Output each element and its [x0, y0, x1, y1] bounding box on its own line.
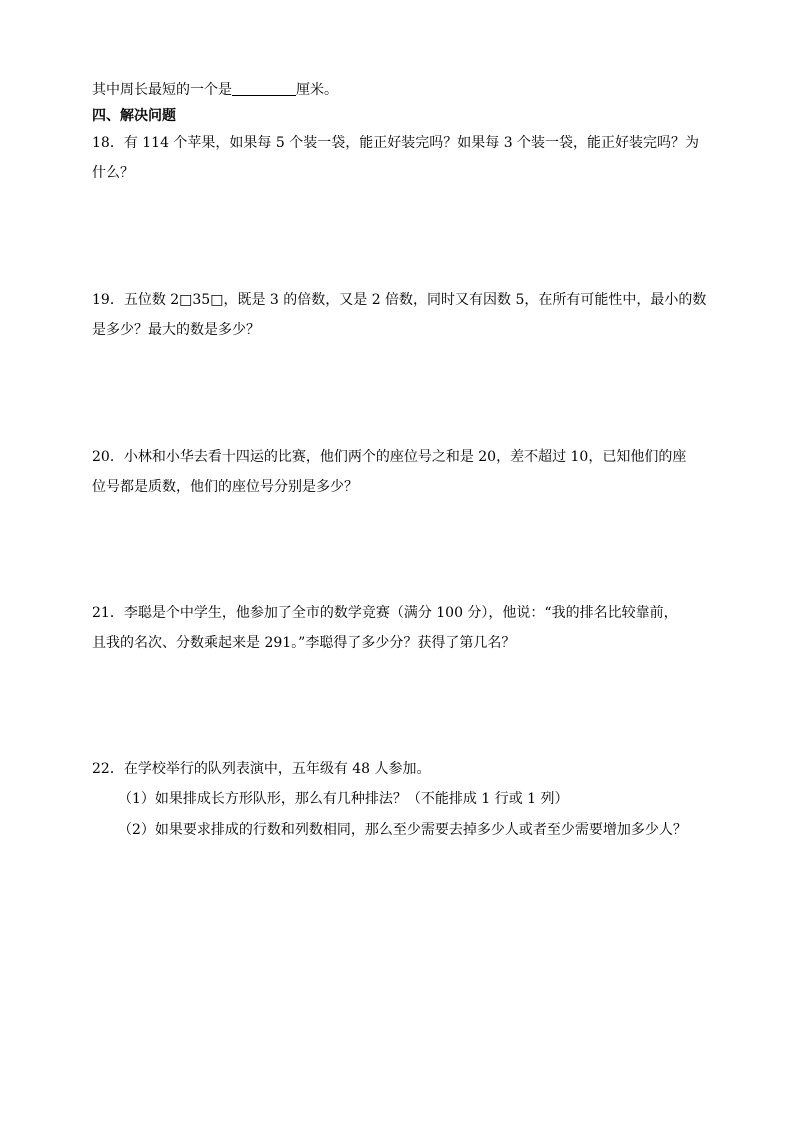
- intro-text-before: 其中周长最短的一个是: [92, 82, 232, 98]
- answer-blank: [232, 81, 296, 96]
- question-19-line-2: 是多少？最大的数是多少？: [92, 322, 260, 338]
- question-21-line-2: 且我的名次、分数乘起来是 291。”李聪得了多少分？获得了第几名？: [92, 635, 516, 651]
- question-19-line-1: 19．五位数 2□35□，既是 3 的倍数，又是 2 倍数，同时又有因数 5，在所有可能性中，最小的数: [92, 292, 707, 308]
- question-20-line-1: 20．小林和小华去看十四运的比赛，他们两个的座位号之和是 20，差不超过 10，已知他们的座: [92, 449, 687, 465]
- question-20-line-2: 位号都是质数，他们的座位号分别是多少？: [92, 479, 358, 495]
- intro-line: [92, 80, 338, 100]
- section-title: 四、解决问题: [92, 108, 176, 124]
- question-22-sub-1: （1）如果排成长方形队形，那么有几种排法？（不能排成 1 行或 1 列）: [118, 791, 569, 807]
- question-18-line-1: 18．有 114 个苹果，如果每 5 个装一袋，能正好装完吗？如果每 3 个装一袋，能正好装完吗？为: [92, 135, 700, 151]
- question-21-line-1: 21．李聪是个中学生，他参加了全市的数学竞赛（满分 100 分），他说：“我的排名比较靠前，: [92, 605, 678, 621]
- intro-text-after: 厘米。: [296, 82, 338, 98]
- question-22-line-1: 22．在学校举行的队列表演中，五年级有 48 人参加。: [92, 761, 431, 777]
- question-22-sub-2: （2）如果要求排成的行数和列数相同，那么至少需要去掉多少人或者至少需要增加多少人？: [118, 822, 687, 838]
- question-18-line-2: 什么？: [92, 165, 134, 181]
